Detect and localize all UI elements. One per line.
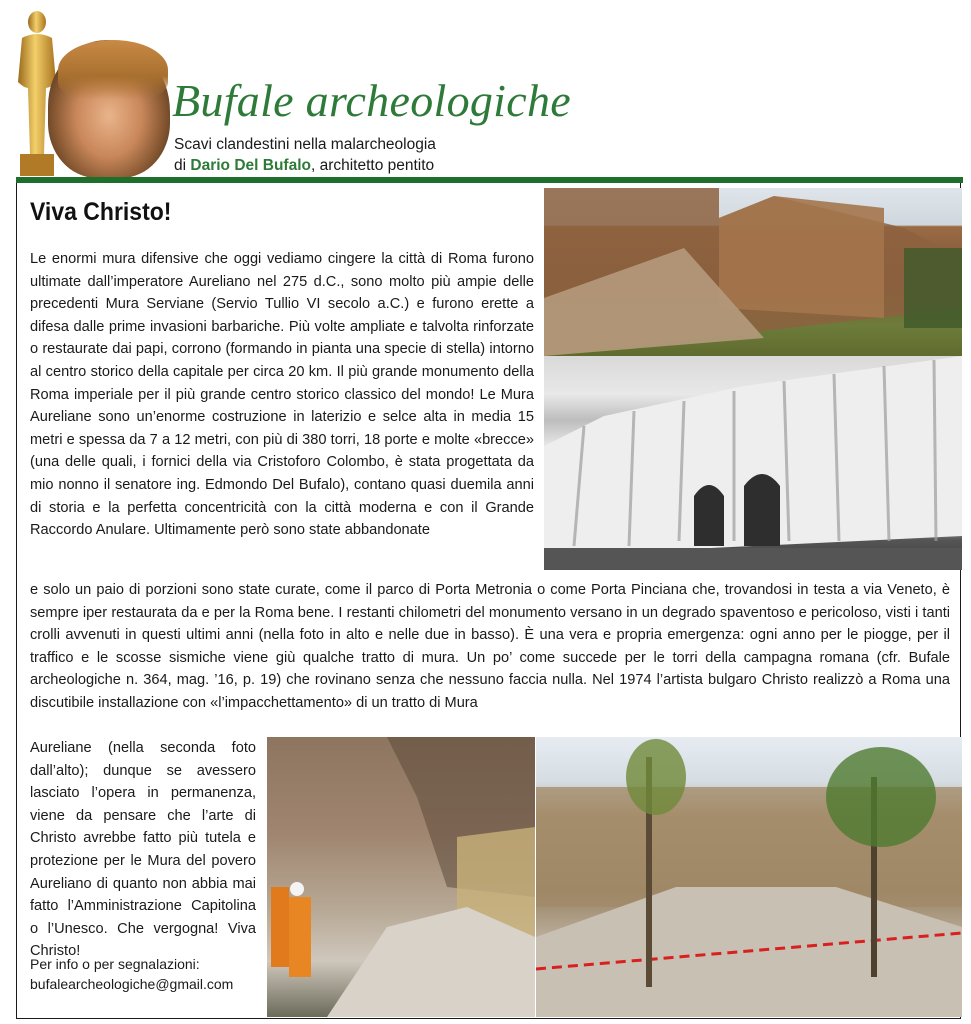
photo-christo-wrapped-wall [544, 356, 962, 570]
column-title: Bufale archeologiche [172, 75, 571, 126]
article-text-bottom: Aureliane (nella seconda foto dall’alto); dunque se avessero lasciato l’opera in permanenza, viene da pensare che l’arte di Christo avrebbe fatto più tutela e protezione per le Mura del povero Aureliano di quanto non abbia mai fatto l’Amministrazione Capitolina o l’Unesco. Che vergogna! Viva Christo! [30, 740, 256, 960]
photo-christo-wrapped-wall-art [544, 356, 962, 570]
contact-label: Per info o per segnalazioni: [30, 956, 200, 972]
author-name: Dario Del Bufalo [190, 157, 311, 174]
column-header [0, 0, 971, 182]
photo-collapse-workers [267, 737, 535, 1017]
author-portrait-hair [58, 40, 168, 100]
subtitle-line-1: Scavi clandestini nella malarcheologia [174, 136, 436, 153]
article-text-full-width: e solo un paio di porzioni sono state curate, come il parco di Porta Metronia o come Porta Pinciana che, trovandosi in testa a via Veneto, è sempre iper restaurata da e per la Roma bene. I restanti chilometri del monumento versano in un degrado spaventoso e pericoloso, visti i tanti crolli avvenuti in questi ultimi anni (nella foto in alto e nelle due in basso). È una vera e propria emergenza: ogni anno per le piogge, per il traffico e le scosse sismiche viene giù qualche tratto di mura. Un po’ come succede per le torri della campagna romana (cfr. Bufale archeologiche n. 364, mag. ’16, p. 19) che rovinano senza che nessuno faccia nulla. Nel 1974 l’artista bulgaro Christo realizzò a Roma una discutibile installazione con «l’impacchettamento» di un tratto di Mura [30, 582, 950, 711]
photo-collapse-street [536, 737, 962, 1017]
photo-collapse-street-art [536, 737, 962, 1017]
photo-wall-collapse-top-art [544, 188, 962, 356]
article-text-top: Le enormi mura difensive che oggi vediamo cingere la città di Roma furono ultimate dall’imperatore Aureliano nel 275 d.C., sono molto più ampie delle precedenti Mura Serviane (Servio Tullio VI secolo a.C.) e furono erette a difesa dalle prime invasioni barbariche. Più volte ampliate e talvolta rinforzate o restaurate dai papi, corrono (formando in pianta una specie di stella) intorno al centro storico della capitale per circa 20 km. Il più grande monumento della Roma imperiale per il più grande centro storico classico del mondo! Le Mura Aureliane sono un’enorme costruzione in laterizio e selce alta in media 15 metri e spessa da 7 a 12 metri, con più di 380 torri, 18 porte e molte «brecce» (una delle quali, i fornici della via Cristoforo Colombo, è stata progettata da mio nonno il senatore ing. Edmondo Del Bufalo), contano quasi duemila anni di storia e la perfetta concentricità con la città moderna e con il Grande Raccordo Anulare. Ultimamente però sono state abbandonate [30, 251, 534, 539]
photo-wall-collapse-top [544, 188, 962, 356]
column-subtitle [174, 134, 436, 176]
contact-info [30, 954, 260, 994]
subtitle-di: di [174, 157, 187, 174]
article-headline: Viva Christo! [30, 198, 172, 226]
subtitle-line-2 [174, 155, 436, 176]
author-role: , architetto pentito [310, 157, 435, 174]
contact-email-link[interactable]: bufalearcheologiche@gmail.com [30, 976, 234, 992]
photo-collapse-workers-art [267, 737, 535, 1017]
